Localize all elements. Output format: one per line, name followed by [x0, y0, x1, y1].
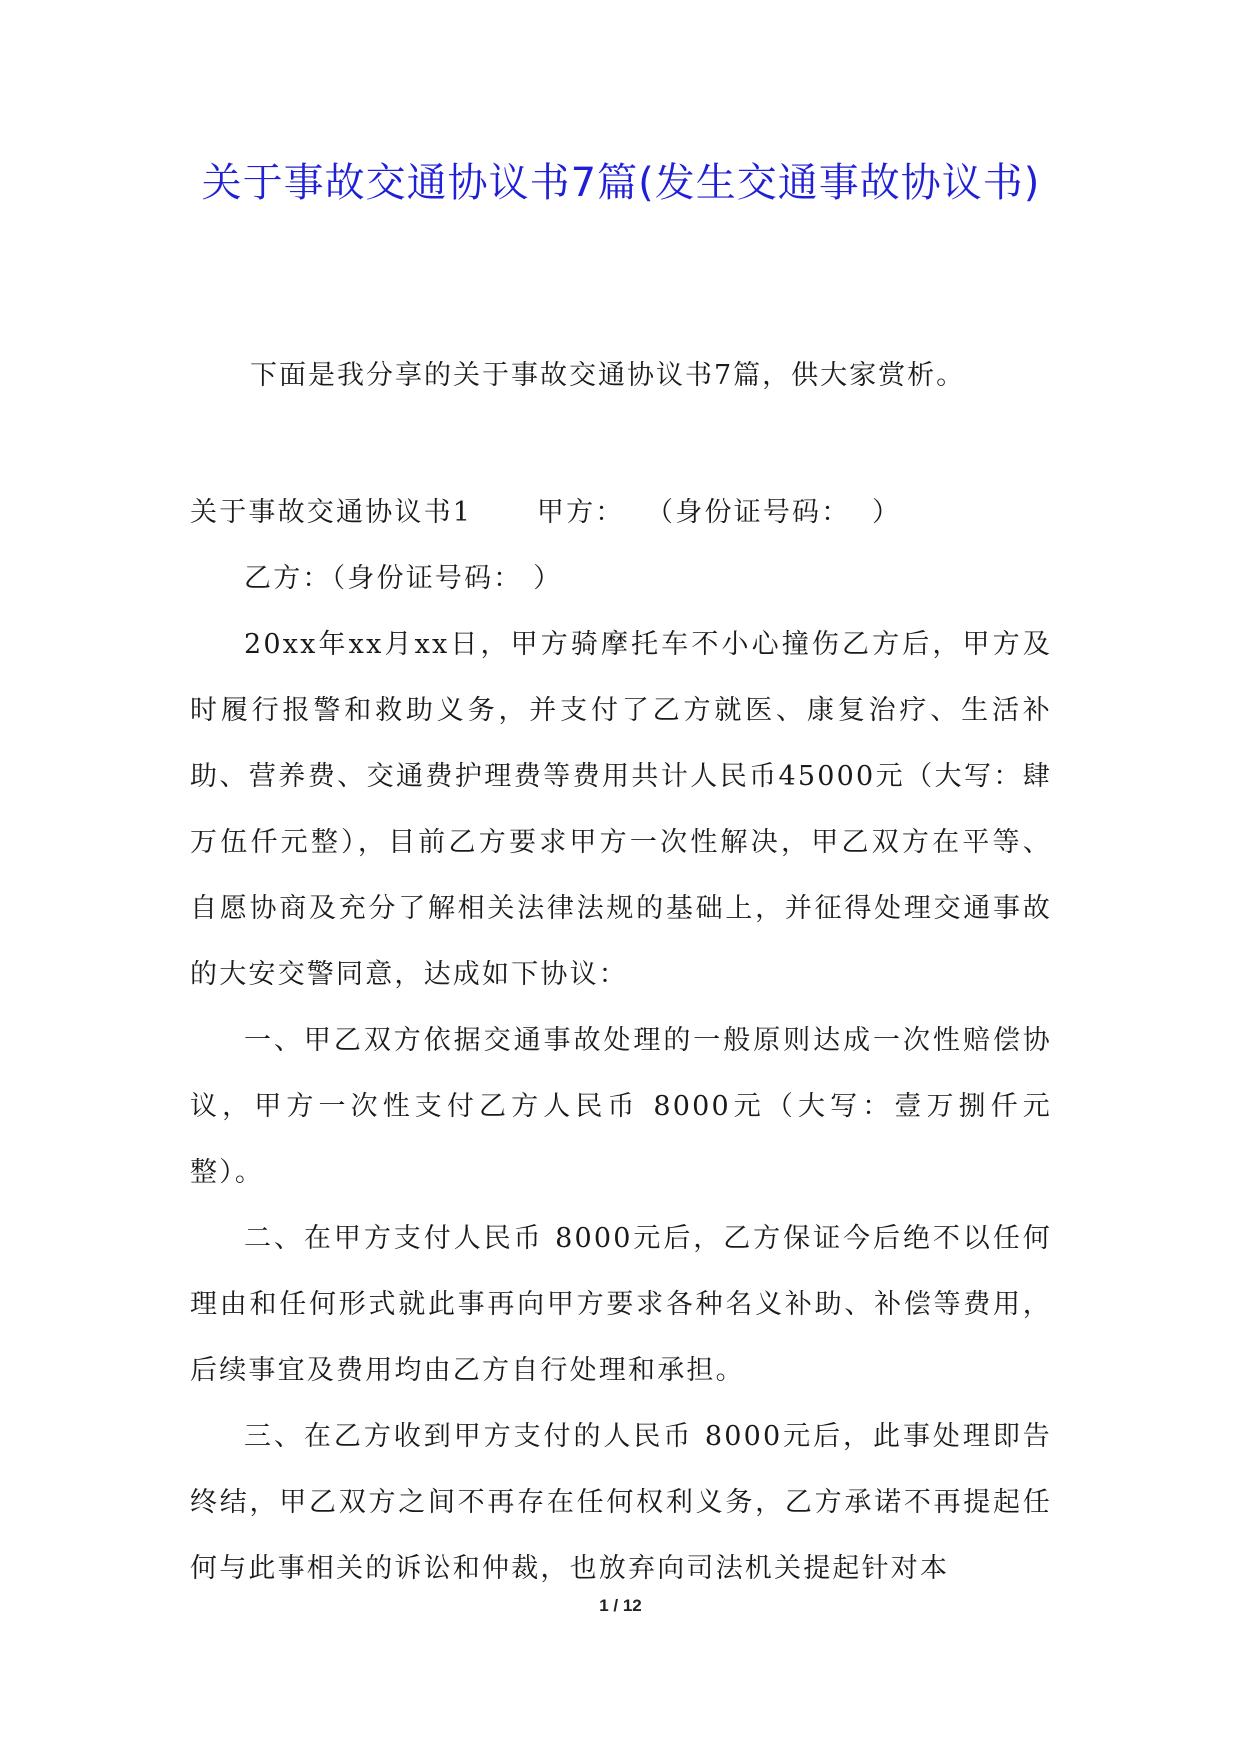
document-body — [190, 480, 1052, 1602]
party-a-line: 甲方： （身份证号码： ） — [536, 497, 902, 528]
party-b-line: 乙方：（身份证号码： ） — [244, 563, 563, 594]
body-paragraph-3: 二、在甲方支付人民币 8000元后，乙方保证今后绝不以任何理由和任何形式就此事再向甲方要求各种名义补助、补偿等费用，后续事宜及费用均由乙方自行处理和承担。 — [190, 1223, 1052, 1386]
section-heading: 关于事故交通协议书1 — [190, 497, 473, 528]
intro-paragraph: 下面是我分享的关于事故交通协议书7篇，供大家赏析。 — [250, 360, 966, 391]
section-heading-line — [190, 480, 1052, 546]
body-paragraph-4: 三、在乙方收到甲方支付的人民币 8000元后，此事处理即告终结，甲乙双方之间不再存在任何权利义务，乙方承诺不再提起任何与此事相关的诉讼和仲裁，也放弃向司法机关提起针对本 — [190, 1421, 1052, 1584]
document-title: 关于事故交通协议书7篇(发生交通事故协议书) — [201, 160, 1041, 206]
body-paragraph-1: 20xx年xx月xx日，甲方骑摩托车不小心撞伤乙方后，甲方及时履行报警和救助义务，并支付了乙方就医、康复治疗、生活补助、营养费、交通费护理费等费用共计人民币45000元（大写：肆万伍仟元整），目前乙方要求甲方一次性解决，甲乙双方在平等、自愿协商及充分了解相关法律法规的基础上，并征得处理交通事故的大安交警同意，达成如下协议： — [190, 629, 1052, 990]
page-number: 1 / 12 — [599, 1596, 642, 1615]
body-paragraph-2: 一、甲乙双方依据交通事故处理的一般原则达成一次性赔偿协议，甲方一次性支付乙方人民币 8000元（大写：壹万捌仟元整）。 — [190, 1025, 1052, 1188]
